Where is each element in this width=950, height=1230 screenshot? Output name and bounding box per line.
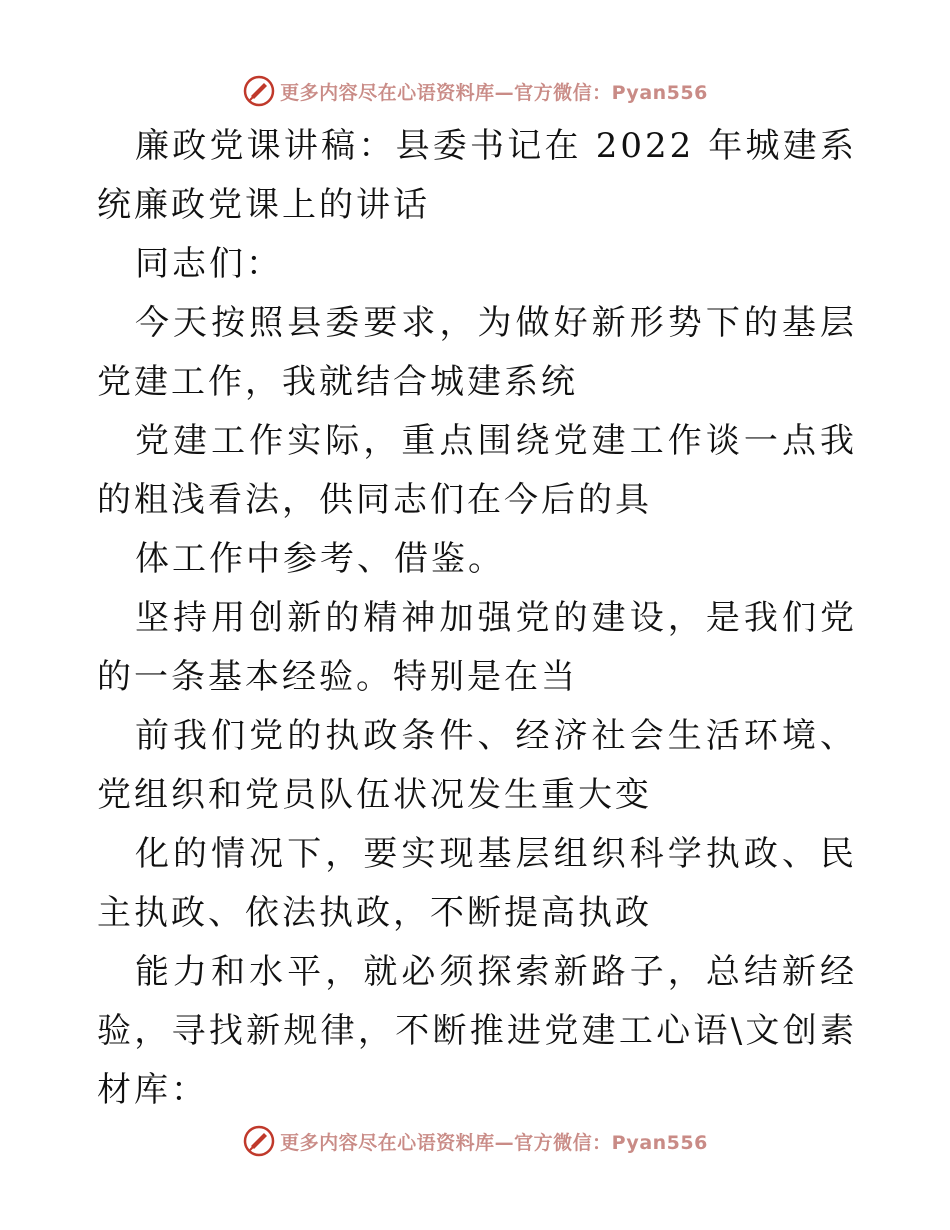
footer-watermark [0,1121,950,1161]
paragraph: 前我们党的执政条件、经济社会生活环境、党组织和党员队伍状况发生重大变 [97,716,857,815]
paragraph: 党建工作实际，重点围绕党建工作谈一点我的粗浅看法，供同志们在今后的具 [97,421,857,520]
salutation: 同志们： [135,244,283,284]
header-watermark [0,71,950,111]
paragraph: 能力和水平，就必须探索新路子，总结新经验，寻找新规律，不断推进党建工心语\文创素材库： [97,952,857,1110]
paragraph: 坚持用创新的精神加强党的建设，是我们党的一条基本经验。特别是在当 [97,598,857,697]
brand-logo-icon [242,1124,276,1158]
document-title: 廉政党课讲稿：县委书记在 2022 年城建系统廉政党课上的讲话 [97,126,857,225]
paragraph: 体工作中参考、借鉴。 [135,539,505,579]
document-body [97,117,857,1120]
paragraph: 今天按照县委要求，为做好新形势下的基层党建工作，我就结合城建系统 [97,303,857,402]
watermark-text: 更多内容尽在心语资料库—官方微信：Pyan556 [280,81,708,104]
paragraph: 化的情况下，要实现基层组织科学执政、民主执政、依法执政，不断提高执政 [97,834,857,933]
watermark-text: 更多内容尽在心语资料库—官方微信：Pyan556 [280,1131,708,1154]
brand-logo-icon [242,74,276,108]
